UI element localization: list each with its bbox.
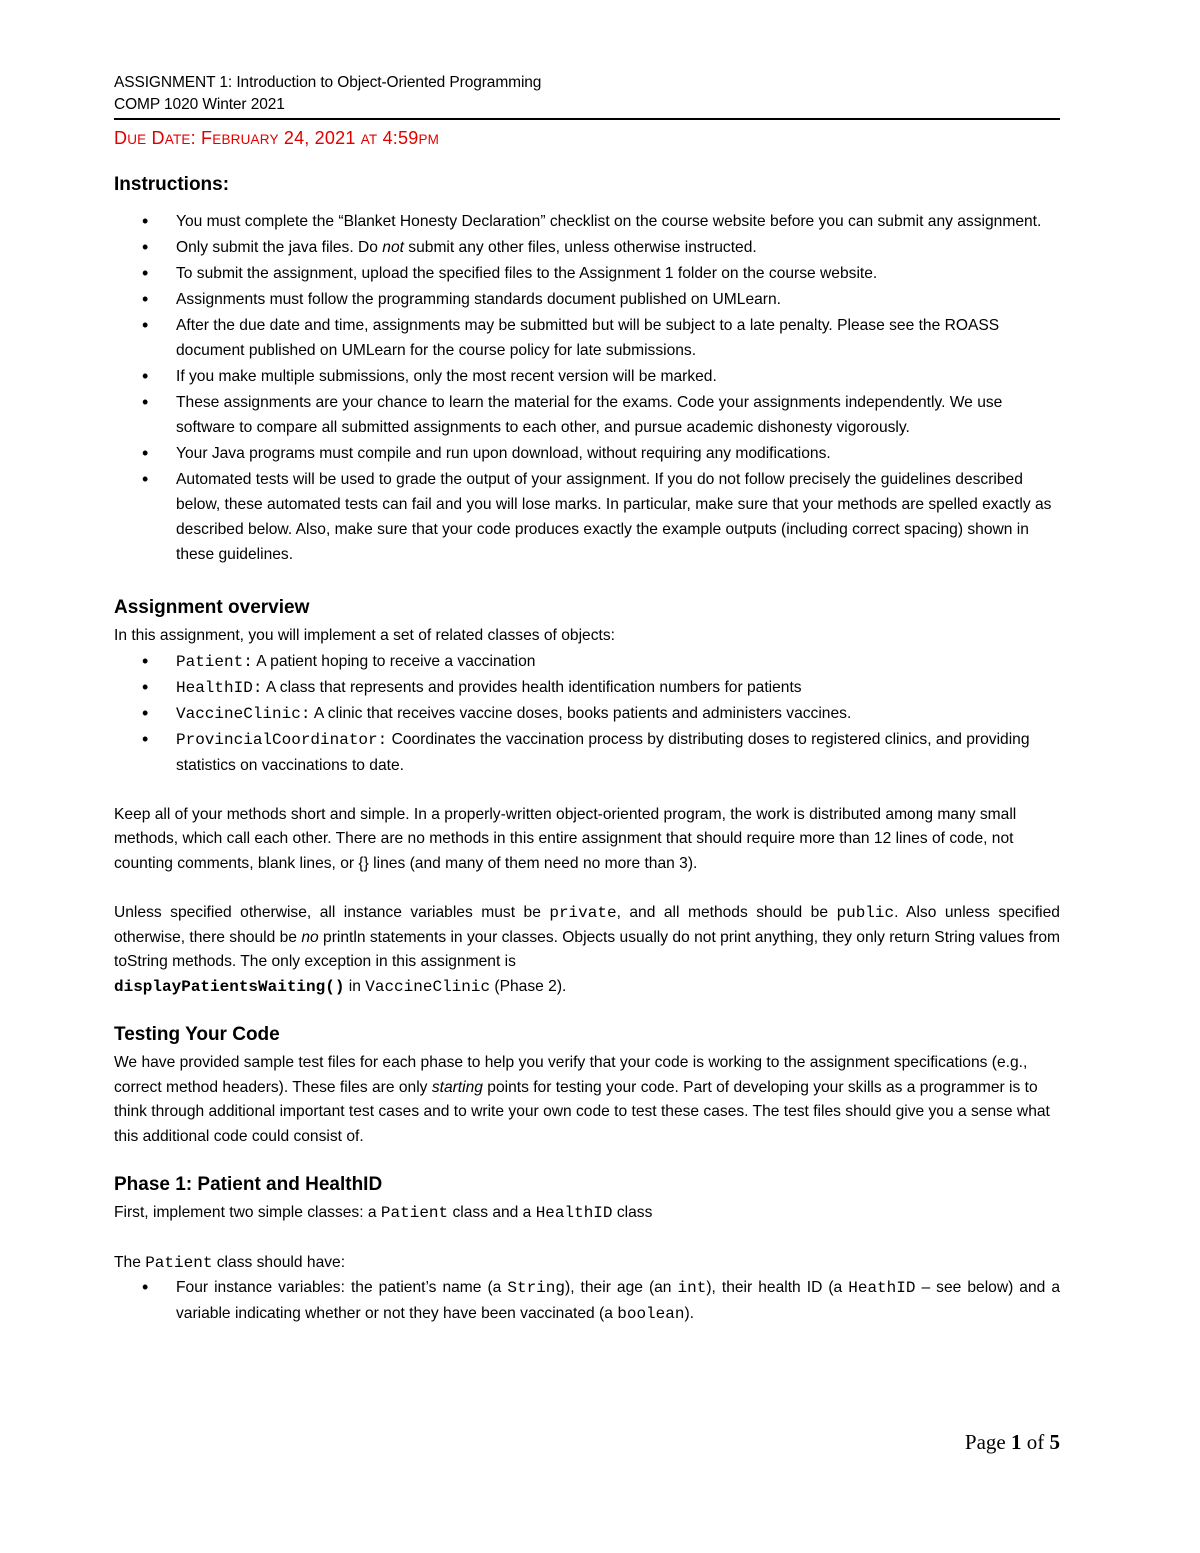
instruction-item: • Automated tests will be used to grade the output of your assignment. If you do not follow precisely the guidelines described below, these automated tests can fail and you will lose marks. In particular, make sure that your methods are spelled exactly as described below. Also, make sure that your code produces exactly the example outputs (including correct spacing) shown in these guidelines.: [114, 467, 1060, 567]
testing-paragraph: We have provided sample test files for each phase to help you verify that your code is working to the assignment specifications (e.g., correct method headers). These files are only starting points for testing your code. Part of developing your skills as a programmer is to think through additional important test cases and to write your own code to test these cases. The test files should give you a sense what this additional code could consist of.: [114, 1054, 1050, 1145]
class-description: A clinic that receives vaccine doses, books patients and administers vaccines.: [310, 704, 852, 722]
overview-intro: In this assignment, you will implement a set of related classes of objects:: [114, 627, 615, 644]
instruction-item: • If you make multiple submissions, only the most recent version will be marked.: [114, 364, 1060, 389]
assignment-title: ASSIGNMENT 1: Introduction to Object-Oriented Programming: [114, 74, 542, 91]
class-item: [114, 727, 1060, 778]
class-name: ProvincialCoordinator:: [176, 730, 388, 749]
patient-class-heading: The Patient class should have:: [114, 1253, 346, 1272]
header-rule: [114, 118, 1060, 120]
class-name: Patient:: [176, 652, 253, 671]
patient-requirements-list: [114, 1275, 1060, 1327]
course-name: COMP 1020 Winter 2021: [114, 96, 285, 113]
class-description: A class that represents and provides health identification numbers for patients: [262, 678, 802, 696]
instruction-item: • You must complete the “Blanket Honesty Declaration” checklist on the course website before you can submit any assignment.: [114, 209, 1060, 234]
phase1-intro: First, implement two simple classes: a Patient class and a HealthID class: [114, 1204, 653, 1222]
class-item: [114, 675, 1060, 701]
instruction-item: • These assignments are your chance to learn the material for the exams. Code your assignments independently. We use software to compare all submitted assignments to each other, and pursue academic dishonesty vigorously.: [114, 390, 1060, 440]
phase1-heading: Phase 1: Patient and HealthID: [114, 1174, 383, 1195]
instructions-heading: Instructions:: [114, 174, 230, 195]
overview-paragraph-rules: Unless specified otherwise, all instance variables must be private, and all methods should be public. Also unless specified otherwise, there should be no println statements in your classes. Objects usually do not print anything, they only return String values from toString methods. The only exception in this assignment is: [114, 904, 1060, 970]
instruction-item: • To submit the assignment, upload the specified files to the Assignment 1 folder on the course website.: [114, 261, 1060, 286]
page-content: [114, 72, 1060, 1327]
overview-paragraph-exception: displayPatientsWaiting() in VaccineClinic (Phase 2).: [114, 977, 567, 996]
instruction-item: • Your Java programs must compile and run upon download, without requiring any modifications.: [114, 441, 1060, 466]
class-description: A patient hoping to receive a vaccination: [252, 652, 536, 670]
list-item: • Four instance variables: the patient’s name (a String), their age (an int), their health ID (a HeathID – see below) and a variable indicating whether or not they have been vaccinated (a boolean).: [114, 1275, 1060, 1327]
page-number: Page 1 of 5: [964, 1430, 1060, 1454]
instruction-item: • After the due date and time, assignments may be submitted but will be subject to a late penalty. Please see the ROASS document published on UMLearn for the course policy for late submissions.: [114, 313, 1060, 363]
class-list: [114, 649, 1060, 778]
class-item: [114, 701, 1060, 727]
instructions-list: [114, 209, 1060, 567]
instruction-item: • Only submit the java files. Do not submit any other files, unless otherwise instructed.: [114, 235, 1060, 260]
due-date: DUE DATE: FEBRUARY 24, 2021 AT 4:59PM: [114, 128, 440, 148]
class-name: HealthID:: [176, 678, 263, 697]
instruction-item: • Assignments must follow the programming standards document published on UMLearn.: [114, 287, 1060, 312]
overview-heading: Assignment overview: [114, 597, 310, 618]
overview-paragraph-methods: Keep all of your methods short and simple. In a properly-written object-oriented program, the work is distributed among many small methods, which call each other. There are no methods in this entire assignment that should require more than 12 lines of code, not counting comments, blank lines, or {} lines (and many of them need no more than 3).: [114, 805, 1017, 872]
class-name: VaccineClinic:: [176, 704, 311, 723]
testing-heading: Testing Your Code: [114, 1024, 280, 1045]
class-description: Coordinates the vaccination process by distributing doses to registered clinics, and providing statistics on vaccinations to date.: [176, 730, 1030, 774]
class-item: [114, 649, 1060, 675]
